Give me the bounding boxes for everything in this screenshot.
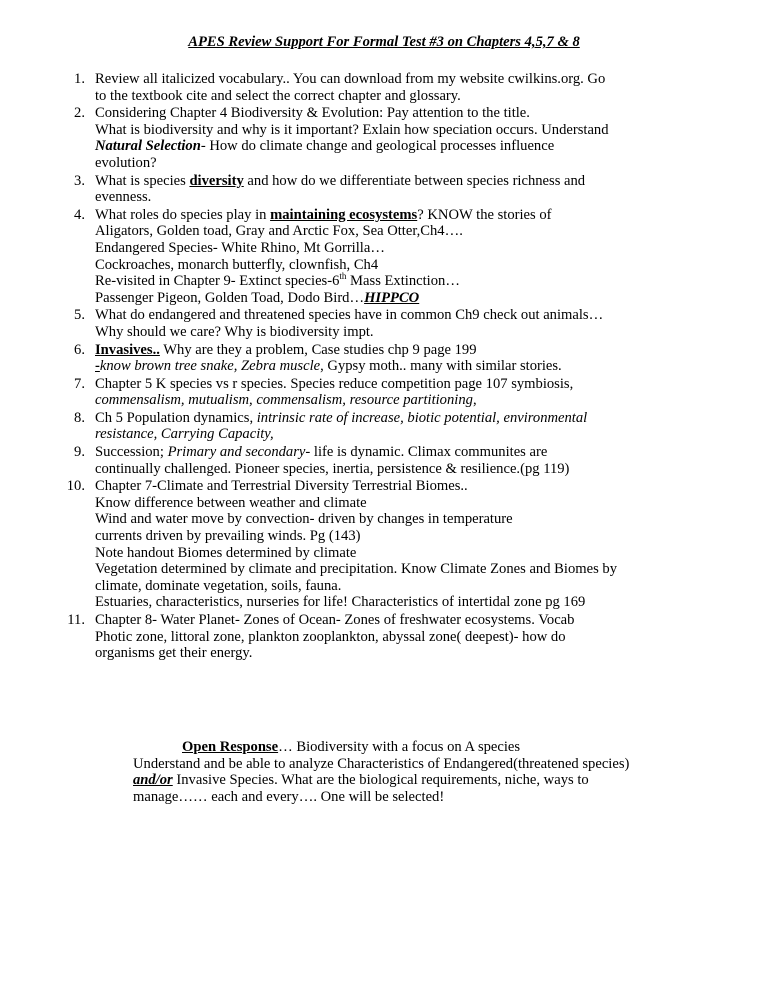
item-line xyxy=(95,273,700,290)
text-segment: Chapter 5 K species vs r species. Species reduce competition page 107 symbiosis, xyxy=(95,375,574,392)
item-line xyxy=(95,561,700,578)
item-line xyxy=(95,461,700,478)
text-segment: - life is dynamic. Climax communites are xyxy=(305,444,548,461)
text-segment: Succession; xyxy=(95,444,168,461)
review-list xyxy=(66,71,700,663)
item-line xyxy=(95,410,700,427)
item-line xyxy=(95,88,700,105)
item-line xyxy=(95,392,700,409)
text-segment: Re-visited in Chapter 9- Extinct species-6 xyxy=(95,273,340,290)
text-segment: Chapter 8- Water Planet- Zones of Ocean- Zones of freshwater ecosystems. Vocab xyxy=(95,612,575,628)
review-item-2 xyxy=(74,105,700,171)
review-item-11 xyxy=(67,612,700,662)
text-segment: What is species xyxy=(95,172,190,189)
text-segment: currents driven by prevailing winds. Pg (143) xyxy=(95,528,361,545)
item-number: 6. xyxy=(74,341,85,358)
item-line xyxy=(95,307,700,324)
text-segment: Aligators, Golden toad, Gray and Arctic Fox, Sea Otter,Ch4…. xyxy=(95,223,463,240)
open-response-line xyxy=(133,739,743,756)
item-line xyxy=(95,578,700,595)
text-segment: Why should we care? Why is biodiversity impt. xyxy=(95,323,374,340)
text-segment: Mass Extinction… xyxy=(346,273,460,290)
item-line xyxy=(95,189,700,206)
item-number: 11. xyxy=(67,612,85,628)
item-line xyxy=(95,376,700,393)
item-number: 8. xyxy=(74,409,85,426)
item-line xyxy=(95,511,700,528)
text-segment: - How do climate change and geological processes influence xyxy=(200,138,555,155)
text-segment: Invasive Species. What are the biological requirements, niche, ways to xyxy=(172,772,589,789)
text-segment: climate, dominate vegetation, soils, fauna. xyxy=(95,577,342,594)
open-response-section xyxy=(133,739,743,805)
text-segment: Considering Chapter 4 Biodiversity & Evolution: Pay attention to the title. xyxy=(95,105,530,122)
text-segment: and how do we differentiate between species richness and xyxy=(243,172,586,189)
item-line xyxy=(95,324,700,341)
review-item-6 xyxy=(74,341,700,375)
open-response-line xyxy=(133,789,743,806)
item-line xyxy=(95,342,700,359)
text-segment: Wind and water move by convection- driven by changes in temperature xyxy=(95,511,513,528)
text-segment: commensalism, mutualism, commensalism, resource partitioning xyxy=(95,392,473,409)
text-segment: th xyxy=(339,271,347,282)
item-number: 7. xyxy=(74,375,85,392)
item-number: 4. xyxy=(74,206,85,223)
text-segment: Invasives.. xyxy=(95,341,160,358)
text-segment: intrinsic rate of increase, biotic potential, environmental xyxy=(256,409,588,426)
text-segment: evenness. xyxy=(95,189,152,206)
item-number: 10. xyxy=(66,478,85,495)
item-line xyxy=(95,645,700,662)
item-number: 9. xyxy=(74,444,85,461)
item-line xyxy=(95,426,700,443)
item-line xyxy=(95,478,700,495)
item-line xyxy=(95,122,700,139)
text-segment: Vegetation determined by climate and precipitation. Know Climate Zones and Biomes by xyxy=(95,561,617,578)
open-response-line xyxy=(133,772,743,789)
text-segment: evolution? xyxy=(95,154,157,171)
text-segment: Note handout Biomes determined by climate xyxy=(95,544,357,561)
text-segment: maintaining ecosystems xyxy=(270,206,418,223)
text-segment: … Biodiversity with a focus on A species xyxy=(278,739,521,755)
text-segment: What do endangered and threatened species have in common Ch9 check out animals… xyxy=(95,307,604,324)
item-line xyxy=(95,629,700,646)
item-number: 1. xyxy=(74,71,85,87)
item-line xyxy=(95,612,700,629)
text-segment: What is biodiversity and why is it important? Exlain how speciation occurs. Understand xyxy=(95,121,609,138)
item-line xyxy=(95,173,700,190)
text-segment: Passenger Pigeon, Golden Toad, Dodo Bird… xyxy=(95,289,365,306)
open-response-line xyxy=(133,756,743,773)
text-segment: ? KNOW the stories of xyxy=(417,206,552,223)
text-segment: Natural Selection xyxy=(95,138,201,155)
review-item-5 xyxy=(74,307,700,340)
item-line xyxy=(95,528,700,545)
text-segment: Endangered Species- White Rhino, Mt Gorrilla… xyxy=(95,239,385,256)
item-line xyxy=(95,155,700,172)
item-line xyxy=(95,358,700,375)
text-segment: organisms get their energy. xyxy=(95,645,253,662)
review-item-4 xyxy=(74,206,700,307)
item-line xyxy=(95,207,700,224)
review-item-1 xyxy=(74,71,700,104)
item-line xyxy=(95,495,700,512)
item-line xyxy=(95,240,700,257)
text-segment: resistance, Carrying Capacity, xyxy=(95,426,274,443)
text-segment: - xyxy=(95,358,100,375)
text-segment: know brown tree snake, Zebra muscle xyxy=(99,358,321,375)
item-line xyxy=(95,105,700,122)
item-line xyxy=(95,444,700,461)
text-segment: and/or xyxy=(133,772,173,789)
item-line xyxy=(95,257,700,274)
item-line xyxy=(95,290,700,307)
text-segment: to the textbook cite and select the correct chapter and glossary. xyxy=(95,87,461,104)
text-segment: Understand and be able to analyze Characteristics of Endangered(threatened species) xyxy=(133,755,630,772)
review-item-10 xyxy=(66,478,700,611)
item-line xyxy=(95,223,700,240)
text-segment: manage…… each and every…. One will be selected! xyxy=(133,788,445,805)
text-segment: Why are they a problem, Case studies chp 9 page 199 xyxy=(159,341,477,358)
text-segment: , xyxy=(472,392,477,409)
item-line xyxy=(95,71,700,88)
text-segment: Primary and secondary xyxy=(167,444,306,461)
item-line xyxy=(95,138,700,155)
text-segment: diversity xyxy=(189,172,244,189)
text-segment: Chapter 7-Climate and Terrestrial Diversity Terrestrial Biomes.. xyxy=(95,478,468,495)
text-segment: What roles do species play in xyxy=(95,206,271,223)
item-number: 2. xyxy=(74,105,85,122)
text-segment: Estuaries, characteristics, nurseries for life! Characteristics of intertidal zone pg 169 xyxy=(95,594,586,611)
text-segment: Open Response xyxy=(182,739,279,755)
item-number: 5. xyxy=(74,307,85,324)
text-segment: , Gypsy moth.. many with similar stories. xyxy=(320,358,562,375)
item-line xyxy=(95,594,700,611)
review-item-3 xyxy=(74,172,700,206)
item-number: 3. xyxy=(74,172,85,189)
text-segment: Review all italicized vocabulary.. You can download from my website cwilkins.org. Go xyxy=(95,71,606,87)
item-line xyxy=(95,545,700,562)
text-segment: Photic zone, littoral zone, plankton zooplankton, abyssal zone( deepest)- how do xyxy=(95,628,566,645)
review-item-7 xyxy=(74,375,700,409)
text-segment: continually challenged. Pioneer species, inertia, persistence & resilience.(pg 119) xyxy=(95,460,570,477)
review-item-9 xyxy=(74,444,700,477)
text-segment: Know difference between weather and climate xyxy=(95,494,367,511)
text-segment: Cockroaches, monarch butterfly, clownfish, Ch4 xyxy=(95,256,379,273)
page-title: APES Review Support For Formal Test #3 on Chapters 4,5,7 & 8 xyxy=(188,34,580,50)
text-segment: Ch 5 Population dynamics, xyxy=(95,409,257,426)
review-item-8 xyxy=(74,409,700,443)
text-segment: HIPPCO xyxy=(364,289,420,306)
